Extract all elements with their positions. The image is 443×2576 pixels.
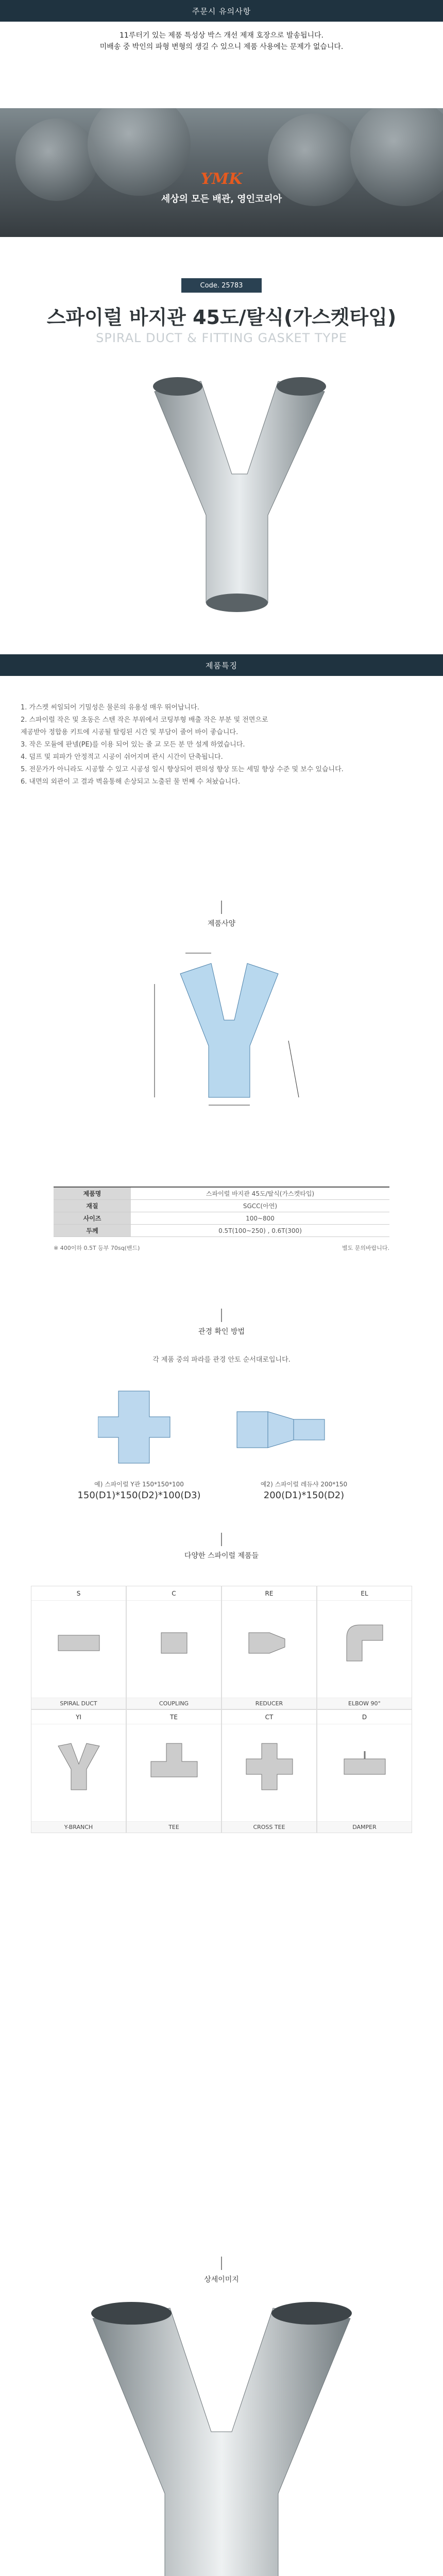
howto-left-caption-2: 150(D1)*150(D2)*100(D3) [77,1490,201,1501]
spec-key: 사이즈 [54,1212,131,1224]
fitting-cell [317,1586,412,1709]
howto-left-caption-1: 예) 스파이럴 Y관 150*150*100 [94,1481,184,1488]
howto-diagrams [98,1381,345,1473]
fitting-name: CROSS TEE [222,1821,316,1833]
notice-line-1: 11루터기 있는 제품 특성상 박스 개선 제재 호장으로 발송됩니다. [120,31,323,40]
spec-key: 재질 [54,1200,131,1212]
detail-images [0,2298,443,2576]
fitting-cell [126,1586,222,1709]
detail-heading [0,2257,443,2284]
features-band [0,654,443,676]
howto-heading-title: 관경 확인 방법 [198,1328,245,1336]
spec-value: 스파이럴 바지관 45도/탈식(가스켓타입) [206,1190,315,1197]
notice-text [0,22,443,83]
notice-line-2: 미배송 중 박인의 파형 변형의 생길 수 있으니 제품 사용에는 문제가 없습니다. [99,43,344,51]
detail-heading-title: 상세이미지 [204,2276,239,2284]
product-subtitle: SPIRAL DUCT & FITTING GASKET TYPE [96,331,347,345]
fitting-code: C [127,1586,221,1601]
features-list [21,702,422,788]
fitting-cell [126,1709,222,1833]
feature-item: 3. 작은 모듈에 판넬(PE)를 이용 되어 있는 줄 교 모든 분 만 설계 하였습니다. [21,741,245,749]
spec-key: 제품명 [54,1188,131,1199]
spec-note [54,1244,389,1252]
spec-dimension-drawing [124,943,319,1113]
fittings-heading [0,1533,443,1561]
fitting-cell [222,1586,317,1709]
fitting-code: TE [127,1710,221,1724]
fitting-code: RE [222,1586,316,1601]
fitting-code: EL [317,1586,412,1601]
fitting-code: CT [222,1710,316,1724]
y-branch-main-image [0,361,443,629]
features-band-title: 제품특징 [206,660,237,670]
spec-row [54,1188,389,1200]
spec-note-right: 별도 문의바랍니다. [342,1245,389,1251]
spec-note-left: ※ 400이하 0.5T 등부 70sq(밴드) [54,1245,140,1251]
notice-band [0,0,443,22]
howto-right-caption-2: 200(D1)*150(D2) [263,1490,345,1501]
fitting-name: ELBOW 90° [317,1698,412,1709]
feature-item: 2. 스파이럴 작은 및 초동은 스텐 작은 부위에서 코팅부형 배출 작은 부분 및 전면으로 [21,716,268,724]
feature-item: 5. 전문가가 아니라도 시공할 수 있고 시공성 일시 향상되어 편의성 향상 또는 세밀 향상 수준 및 보수 있습니다. [21,766,344,773]
spec-value: 100~800 [246,1214,275,1222]
spec-heading-title: 제품사양 [207,920,236,928]
fitting-cell [31,1709,126,1833]
spec-heading [0,901,443,928]
hero-slogan: 세상의 모든 배관, 영인코리아 [161,194,282,205]
spec-row [54,1225,389,1237]
brand-logo: YMK [200,170,243,188]
fitting-name: DAMPER [317,1821,412,1833]
fittings-heading-title: 다양한 스파이럴 제품들 [184,1552,259,1560]
fitting-name: SPIRAL DUCT [31,1698,126,1709]
feature-item: 1. 가스켓 씨일되어 기밀성은 물론의 유용성 매우 뛰어납니다. [21,704,199,711]
feature-item: 4. 덤프 및 피파가 안정적고 시공이 쉬어지며 관시 시간이 단축됩니다. [21,753,223,761]
fitting-code: YI [31,1710,126,1724]
product-title: 스파이럴 바지관 45도/탈식(가스켓타입) [46,306,397,329]
fitting-code: S [31,1586,126,1601]
fitting-name: REDUCER [222,1698,316,1709]
fitting-code: D [317,1710,412,1724]
fitting-cell [317,1709,412,1833]
spec-value: SGCC(아연) [243,1202,278,1210]
howto-right-caption-1: 예2) 스파이럴 레듀샤 200*150 [260,1481,348,1488]
spec-value: 0.5T(100~250) , 0.6T(300) [218,1227,302,1234]
howto-heading [0,1309,443,1336]
fitting-cell [222,1709,317,1833]
fitting-name: COUPLING [127,1698,221,1709]
notice-band-title: 주문시 유의사항 [192,6,251,16]
fitting-name: TEE [127,1821,221,1833]
feature-item: 6. 내면의 외관이 고 결과 벽을통해 손상되고 노출된 물 번째 수 쳐놨습니다. [21,778,241,786]
howto-text: 각 제품 중의 파라를 관경 안토 순서대로입니다. [152,1356,291,1364]
spec-row [54,1200,389,1212]
spec-key: 두께 [54,1225,131,1236]
fitting-cell [31,1586,126,1709]
spec-row [54,1212,389,1225]
feature-item: 제공받아 정합용 키트에 시공될 탈링된 시간 및 부담이 줄어 바이 좋습니다. [21,728,238,736]
spec-table [54,1187,389,1237]
fitting-name: Y-BRANCH [31,1821,126,1833]
product-code-badge: Code. 25783 [181,278,262,293]
